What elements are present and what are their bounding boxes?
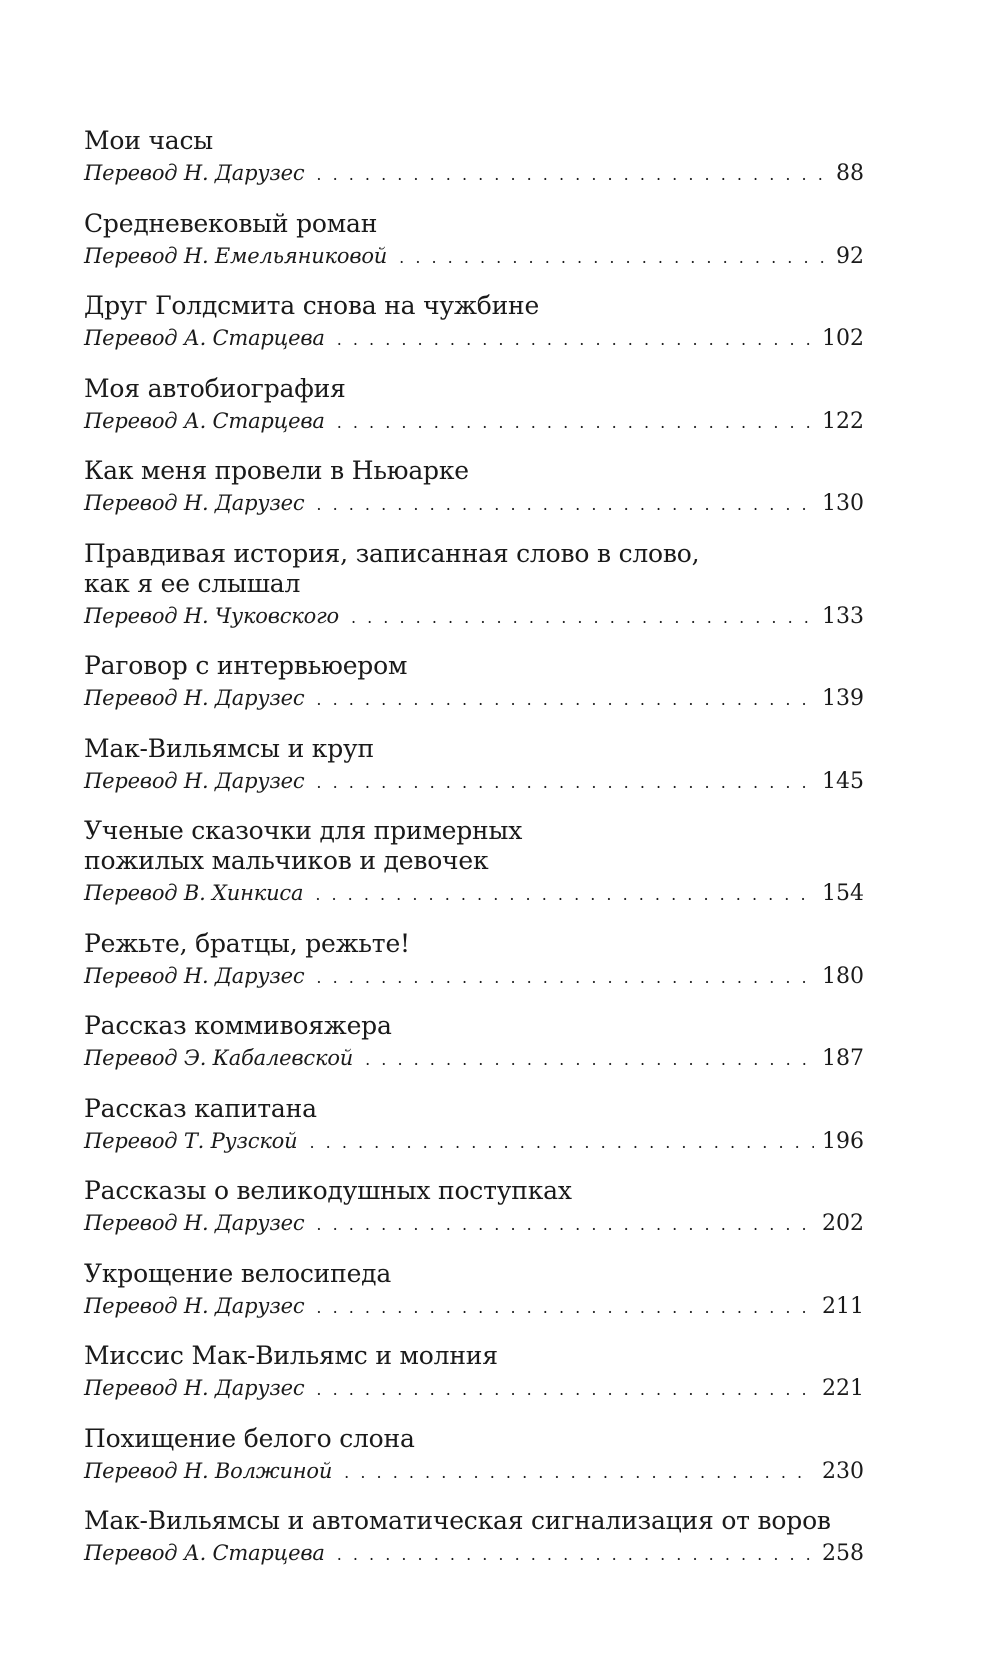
entry-page-number: 102	[822, 326, 864, 351]
entry-title: Средневековый роман	[84, 208, 378, 238]
toc-entry	[84, 209, 864, 273]
entry-line	[84, 683, 864, 715]
entry-translator: Перевод Н. Чуковского	[84, 603, 339, 628]
entry-translator: Перевод Н. Дарузес	[84, 768, 305, 793]
dot-leader	[316, 685, 814, 715]
entry-line	[84, 766, 864, 798]
toc-entry	[84, 1424, 864, 1488]
entry-translator: Перевод Э. Кабалевской	[84, 1046, 354, 1070]
entry-page-number: 180	[822, 963, 864, 989]
entry-line	[84, 241, 864, 273]
dot-leader	[337, 1540, 814, 1570]
toc-entry	[84, 1176, 864, 1240]
entry-line	[84, 961, 864, 993]
entry-page-number: 187	[822, 1046, 864, 1071]
dot-leader	[316, 160, 828, 190]
dot-leader	[316, 1293, 814, 1323]
toc-entry	[84, 1011, 864, 1075]
dot-leader	[351, 603, 814, 633]
table-of-contents	[84, 126, 864, 1589]
dot-leader	[309, 1128, 814, 1158]
entry-line	[84, 1043, 864, 1075]
entry-title: Режьте, братцы, режьте!	[84, 928, 410, 958]
entry-line	[84, 406, 864, 438]
entry-title-continued: пожилых мальчиков и девочек	[84, 846, 489, 875]
entry-translator: Перевод А. Старцева	[84, 326, 325, 350]
entry-line	[84, 158, 864, 190]
entry-title: Ученые сказочки для примерных	[84, 816, 523, 845]
toc-entry	[84, 539, 864, 633]
entry-line	[84, 878, 864, 910]
entry-page-number: 221	[822, 1376, 864, 1401]
toc-entry	[84, 1094, 864, 1158]
entry-translator: Перевод А. Старцева	[84, 1541, 325, 1565]
entry-translator: Перевод Н. Дарузес	[84, 686, 305, 710]
entry-page-number: 130	[822, 491, 864, 516]
dot-leader	[337, 408, 814, 438]
entry-translator: Перевод Н. Дарузес	[84, 161, 305, 185]
entry-page-number: 133	[822, 603, 864, 629]
dot-leader	[316, 1375, 814, 1405]
entry-translator: Перевод Н. Дарузес	[84, 1211, 305, 1235]
entry-page-number: 88	[836, 161, 864, 186]
entry-translator: Перевод Н. Волжиной	[84, 1458, 333, 1483]
toc-entry	[84, 734, 864, 798]
entry-title: Мак-Вильямсы и автоматическая сигнализация от воров	[84, 1506, 831, 1535]
entry-translator: Перевод Т. Рузской	[84, 1128, 298, 1153]
entry-page-number: 122	[822, 408, 864, 434]
entry-title: Друг Голдсмита снова на чужбине	[84, 291, 540, 320]
entry-title: Раговор с интервьюером	[84, 651, 408, 680]
dot-leader	[316, 768, 814, 798]
dot-leader	[316, 963, 814, 993]
entry-line	[84, 1373, 864, 1405]
entry-page-number: 154	[822, 881, 864, 906]
entry-line	[84, 1538, 864, 1570]
entry-title: Как меня провели в Ньюарке	[84, 456, 469, 485]
toc-entry	[84, 816, 864, 910]
toc-entry	[84, 929, 864, 993]
entry-line	[84, 488, 864, 520]
dot-leader	[344, 1458, 814, 1488]
toc-entry	[84, 291, 864, 355]
entry-title: Мак-Вильямсы и круп	[84, 733, 374, 763]
dot-leader	[316, 490, 814, 520]
entry-translator: Перевод В. Хинкиса	[84, 881, 304, 905]
entry-line	[84, 601, 864, 633]
dot-leader	[365, 1045, 814, 1075]
entry-page-number: 92	[836, 243, 864, 269]
dot-leader	[315, 880, 814, 910]
toc-entry	[84, 126, 864, 190]
entry-title: Мои часы	[84, 126, 213, 155]
entry-translator: Перевод Н. Емельяниковой	[84, 243, 388, 268]
toc-entry	[84, 1259, 864, 1323]
entry-title: Рассказ капитана	[84, 1093, 317, 1123]
entry-translator: Перевод Н. Дарузес	[84, 1293, 305, 1318]
entry-line	[84, 323, 864, 355]
entry-title: Правдивая история, записанная слово в слово,	[84, 538, 700, 568]
dot-leader	[399, 243, 828, 273]
toc-entry	[84, 651, 864, 715]
entry-page-number: 202	[822, 1211, 864, 1236]
entry-translator: Перевод А. Старцева	[84, 408, 325, 433]
dot-leader	[316, 1210, 814, 1240]
entry-line	[84, 1291, 864, 1323]
entry-page-number: 139	[822, 686, 864, 711]
entry-line	[84, 1208, 864, 1240]
entry-page-number: 258	[822, 1541, 864, 1566]
dot-leader	[337, 325, 814, 355]
entry-title: Рассказ коммивояжера	[84, 1011, 392, 1040]
entry-title-continued: как я ее слышал	[84, 568, 301, 598]
entry-title: Похищение белого слона	[84, 1423, 415, 1453]
entry-page-number: 230	[822, 1458, 864, 1484]
toc-entry	[84, 456, 864, 520]
toc-entry	[84, 374, 864, 438]
entry-page-number: 211	[822, 1293, 864, 1319]
toc-entry	[84, 1506, 864, 1570]
entry-title: Укрощение велосипеда	[84, 1258, 392, 1288]
entry-title: Моя автобиография	[84, 373, 346, 403]
entry-title: Миссис Мак-Вильямс и молния	[84, 1341, 498, 1370]
entry-line	[84, 1126, 864, 1158]
entry-translator: Перевод Н. Дарузес	[84, 963, 305, 988]
entry-translator: Перевод Н. Дарузес	[84, 491, 305, 515]
entry-title: Рассказы о великодушных поступках	[84, 1176, 572, 1205]
entry-page-number: 145	[822, 768, 864, 794]
entry-page-number: 196	[822, 1128, 864, 1154]
toc-entry	[84, 1341, 864, 1405]
entry-translator: Перевод Н. Дарузес	[84, 1376, 305, 1400]
entry-line	[84, 1456, 864, 1488]
